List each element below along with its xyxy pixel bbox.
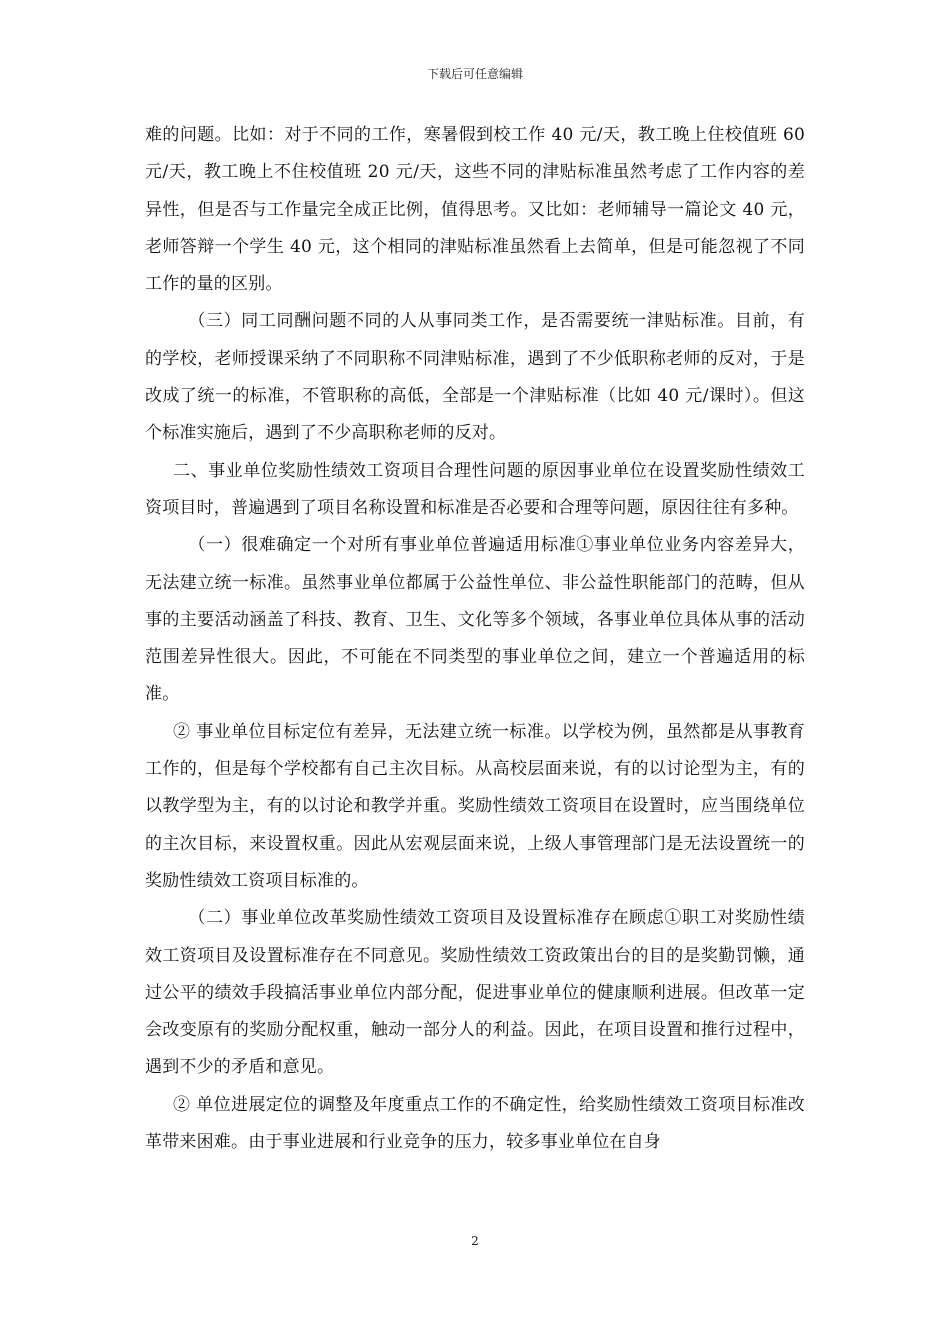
body-paragraph: （三）同工同酬问题不同的人从事同类工作，是否需要统一津贴标准。目前，有的学校，老师授课采纳了不同职称不同津贴标准，遇到了不少低职称老师的反对，于是改成了统一的标准，不管职称的高低，全部是一个津贴标准（比如 40 元/课时）。但这个标准实施后，遇到了不少高职称老师的反对。	[145, 311, 805, 444]
body-paragraph: （二）事业单位改革奖励性绩效工资项目及设置标准存在顾虑①职工对奖励性绩效工资项目及设置标准存在不同意见。奖励性绩效工资政策出台的目的是奖勤罚懒，通过公平的绩效手段搞活事业单位内部分配，促进事业单位的健康顺利进展。但改革一定会改变原有的奖励分配权重，触动一部分人的利益。因此，在项目设置和推行过程中，遇到不少的矛盾和意见。	[145, 908, 805, 1078]
body-paragraph: ② 事业单位目标定位有差异，无法建立统一标准。以学校为例，虽然都是从事教育工作的，但是每个学校都有自己主次目标。从高校层面来说，有的以讨论型为主，有的以教学型为主，有的以讨论和教学并重。奖励性绩效工资项目在设置时，应当围绕单位的主次目标，来设置权重。因此从宏观层面来说，上级人事管理部门是无法设置统一的奖励性绩效工资项目标准的。	[145, 721, 805, 891]
page-header: 下载后可任意编辑	[426, 67, 523, 81]
page-number: 2	[471, 1234, 479, 1248]
body-paragraph: 二、事业单位奖励性绩效工资项目合理性问题的原因事业单位在设置奖励性绩效工资项目时，普遍遇到了项目名称设置和标准是否必要和合理等问题，原因往往有多种。	[145, 460, 805, 518]
body-paragraph: ② 单位进展定位的调整及年度重点工作的不确定性，给奖励性绩效工资项目标准改革带来困难。由于事业进展和行业竞争的压力，较多事业单位在自身	[145, 1094, 805, 1153]
document-body	[145, 117, 805, 1161]
body-paragraph: （一）很难确定一个对所有事业单位普遍适用标准①事业单位业务内容差异大，无法建立统一标准。虽然事业单位都属于公益性单位、非公益性职能部门的范畴，但从事的主要活动涵盖了科技、教育、卫生、文化等多个领域，各事业单位具体从事的活动范围差异性很大。因此，不可能在不同类型的事业单位之间，建立一个普遍适用的标准。	[145, 535, 805, 705]
body-paragraph: 难的问题。比如：对于不同的工作，寒暑假到校工作 40 元/天，教工晚上住校值班 60 元/天，教工晚上不住校值班 20 元/天，这些不同的津贴标准虽然考虑了工作内容的差异性，但是否与工作量完全成正比例，值得思考。又比如：老师辅导一篇论文 40 元，老师答辩一个学生 40 元，这个相同的津贴标准虽然看上去简单，但是可能忽视了不同工作的量的区别。	[145, 125, 805, 295]
